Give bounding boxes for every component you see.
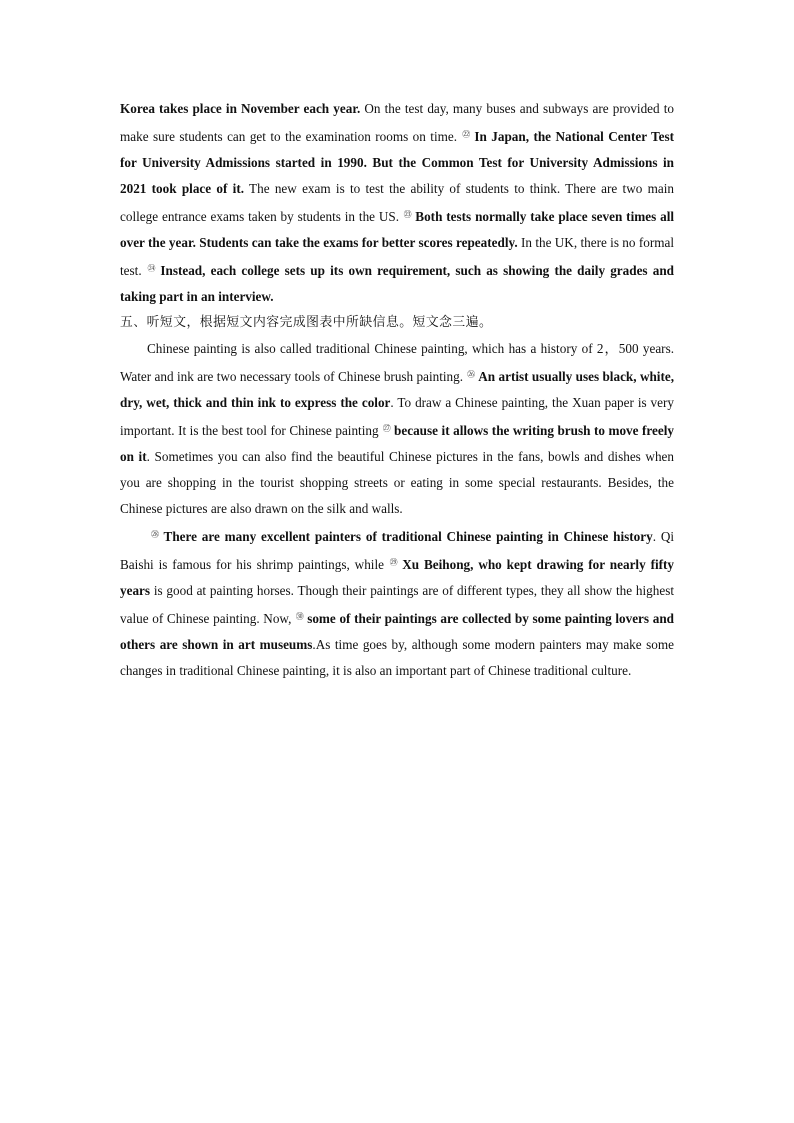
text-run: . Qi Baishi is famous for his shrimp paintings, while (120, 529, 675, 572)
bold-sentence: because it allows the writing brush to move freely on it (120, 423, 674, 464)
circled-number-26: ㉖ (467, 370, 476, 379)
circled-number-27: ㉗ (382, 424, 392, 433)
text-run: The new exam is to test the ability of students to think. There are two main college entrance exams taken by students in the US. (120, 181, 674, 224)
bold-sentence: There are many excellent painters of traditional Chinese painting in Chinese history (163, 529, 653, 544)
circled-number-24: ㉔ (145, 264, 158, 273)
section5-heading: 五、听短文，根据短文内容完成图表中所缺信息。短文念三遍。 (120, 315, 493, 330)
text-run: is good at painting horses. Though their paintings are of different types, they all show the highest value of Chinese painting. Now, (120, 583, 674, 626)
text-run: .As time goes by, although some modern painters may make some changes in traditional Chinese painting, it is also an important part of Chinese traditional culture. (120, 637, 674, 678)
bold-sentence: some of their paintings are collected by some painting lovers and others are shown in art museums (120, 611, 674, 652)
bold-sentence: Korea takes place in November each year. (120, 101, 361, 116)
section5-paragraph-2 (120, 522, 674, 684)
text-run: On the test day, many buses and subways are provided to make sure students can get to the examination rooms on time. (120, 101, 675, 144)
circled-number-29: ㉙ (387, 558, 400, 567)
document-page (120, 96, 674, 684)
bold-sentence: In Japan, the National Center Test for University Admissions started in 1990. But the Common Test for University Admissions in 2021 took place of it. (120, 129, 674, 196)
text-run: Chinese painting is also called traditional Chinese painting, which has a history of 2，500 years. Water and ink are two necessary tools of Chinese brush painting. (120, 341, 674, 384)
text-run: In the UK, there is no formal test. (120, 235, 674, 278)
circled-number-28: ㉘ (151, 530, 161, 539)
section4-paragraph (120, 96, 674, 310)
text-run: . To draw a Chinese painting, the Xuan paper is very important. It is the best tool for Chinese painting (120, 395, 674, 438)
circled-number-23: ㉓ (403, 210, 413, 219)
circled-number-30: ㉚ (295, 612, 305, 621)
section5-paragraph-1 (120, 336, 674, 522)
bold-sentence: An artist usually uses black, white, dry, wet, thick and thin ink to express the color (120, 369, 675, 410)
text-run: . Sometimes you can also find the beautiful Chinese pictures in the fans, bowls and dishes when you are shopping in the tourist shopping streets or eating in some special restaurants. Besides, the Chinese pictures are also drawn on the silk and walls. (120, 449, 674, 516)
circled-number-22: ㉒ (461, 130, 472, 139)
bold-sentence: Instead, each college sets up its own requirement, such as showing the daily grades and taking part in an interview. (120, 263, 674, 304)
bold-sentence: Both tests normally take place seven times all over the year. Students can take the exams for better scores repeatedly. (120, 209, 675, 250)
bold-sentence: Xu Beihong, who kept drawing for nearly fifty years (120, 557, 675, 598)
